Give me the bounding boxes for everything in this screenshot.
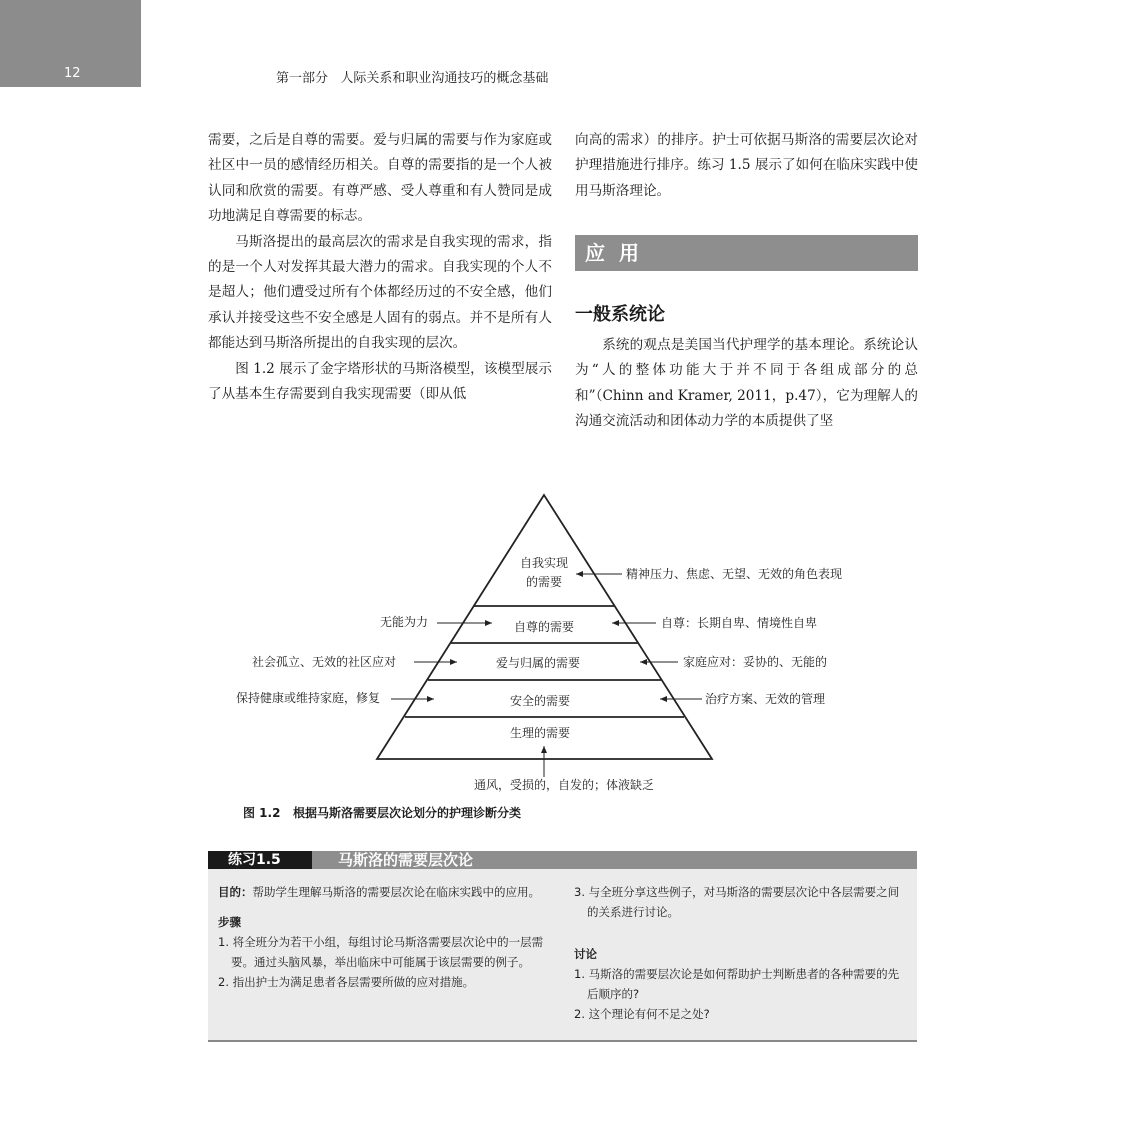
purpose-label: 目的： [218, 885, 253, 899]
question-2: 2. 这个理论有何不足之处? [574, 1007, 710, 1021]
left-paragraph-2: 马斯洛提出的最高层次的需求是自我实现的需求，指的是一个人对发挥其最大潜力的需求。自我实现的个人不是超人；他们遭受过所有个体都经历过的不安全感，他们承认并接受这些不安全感是人固有的弱点。并不是所有人都能达到马斯洛所提出的自我实现的层次。 [208, 233, 552, 352]
exercise-title: 马斯洛的需要层次论 [338, 851, 474, 869]
right-column-bottom [575, 333, 918, 435]
level-self-actualization-line2: 的需要 [525, 575, 563, 589]
exercise-box [208, 851, 917, 1042]
maslow-pyramid-figure [0, 480, 1130, 800]
exercise-left-column [218, 882, 558, 992]
annotation-right-esteem: 自尊：长期自卑、情境性自卑 [661, 616, 818, 630]
right-paragraph-2: 系统的观点是美国当代护理学的基本理论。系统论认为“人的整体功能大于并不同于各组成部分的总和”（Chinn and Kramer, 2011，p.47），它为理解人的沟通交流活动和团体动力学的本质提供了坚 [575, 337, 918, 430]
annotation-right-love: 家庭应对：妥协的、无能的 [683, 655, 828, 669]
annotation-right-safety: 治疗方案、无效的管理 [705, 692, 826, 706]
annotation-left-safety: 保持健康或维持家庭，修复 [236, 691, 381, 705]
left-column [208, 128, 552, 407]
annotation-left-love: 社会孤立、无效的社区应对 [252, 655, 397, 669]
left-paragraph-1: 需要，之后是自尊的需要。爱与归属的需要与作为家庭或社区中一员的感情经历相关。自尊的需要指的是一个人被认同和欣赏的需要。有尊严感、受人尊重和有人赞同是成功地满足自尊需要的标志。 [208, 132, 552, 225]
figure-caption: 图 1.2 根据马斯洛需要层次论划分的护理诊断分类 [243, 806, 521, 820]
annotation-left-esteem: 无能为力 [380, 615, 429, 629]
exercise-number: 练习1.5 [208, 851, 312, 869]
step-1: 1. 将全班分为若干小组，每组讨论马斯洛需要层次论中的一层需要。通过头脑风暴，举出临床中可能属于该层需要的例子。 [218, 935, 544, 969]
level-self-actualization-line1: 自我实现 [519, 556, 569, 570]
level-love-belonging: 爱与归属的需要 [495, 656, 581, 670]
step-3: 3. 与全班分享这些例子，对马斯洛的需要层次论中各层需要之间的关系进行讨论。 [574, 885, 900, 919]
right-paragraph-1: 向高的需求）的排序。护士可依据马斯洛的需要层次论对护理措施进行排序。练习 1.5 展示了如何在临床实践中使用马斯洛理论。 [575, 132, 918, 199]
level-safety: 安全的需要 [509, 694, 571, 708]
annotation-right-self: 精神压力、焦虑、无望、无效的角色表现 [626, 567, 843, 581]
section-heading: 应用 [575, 235, 918, 271]
exercise-header [208, 851, 917, 869]
subsection-heading: 一般系统论 [575, 304, 665, 325]
discussion-label: 讨论 [574, 947, 597, 961]
level-physiological: 生理的需要 [509, 726, 571, 740]
running-head: 第一部分 人际关系和职业沟通技巧的概念基础 [276, 71, 549, 86]
right-column-top [575, 128, 918, 204]
left-paragraph-3: 图 1.2 展示了金字塔形状的马斯洛模型，该模型展示了从基本生存需要到自我实现需要（即从低 [208, 360, 552, 403]
level-esteem: 自尊的需要 [513, 620, 575, 634]
step-2: 2. 指出护士为满足患者各层需要所做的应对措施。 [218, 975, 475, 989]
steps-label: 步骤 [218, 915, 241, 929]
page-tab [0, 0, 141, 87]
question-1: 1. 马斯洛的需要层次论是如何帮助护士判断患者的各种需要的先后顺序的? [574, 967, 900, 1001]
page-number: 12 [64, 66, 81, 81]
exercise-right-column [574, 882, 910, 1024]
purpose-text: 帮助学生理解马斯洛的需要层次论在临床实践中的应用。 [252, 885, 540, 899]
annotation-bottom: 通风，受损的，自发的；体液缺乏 [474, 778, 655, 792]
